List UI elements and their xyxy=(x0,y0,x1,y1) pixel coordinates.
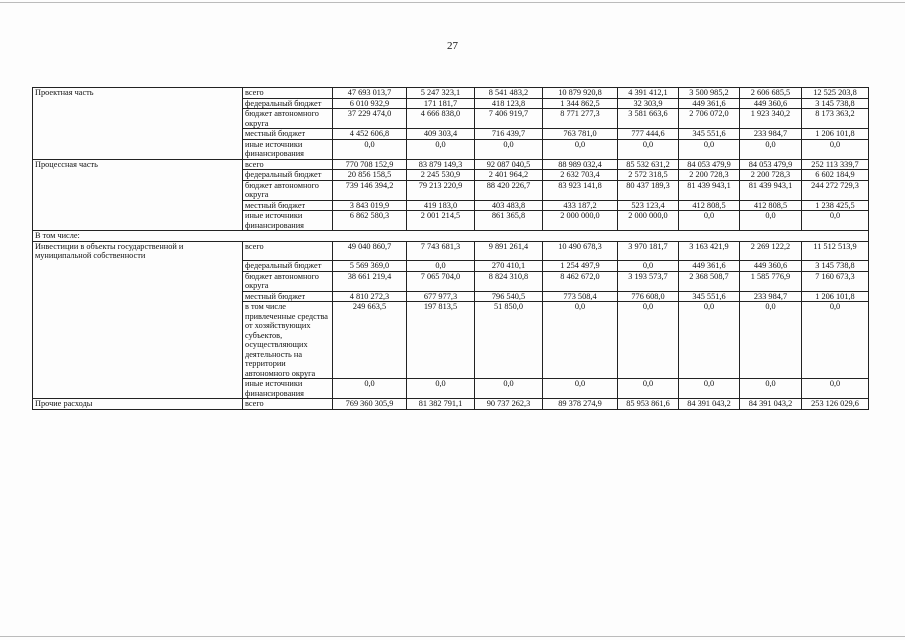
value-cell: 3 500 985,2 xyxy=(679,88,740,99)
value-cell: 89 378 274,9 xyxy=(543,399,618,410)
value-cell: 0,0 xyxy=(618,261,679,272)
value-cell: 0,0 xyxy=(679,379,740,399)
table-row xyxy=(33,159,869,170)
value-cell: 2 200 728,3 xyxy=(679,170,740,181)
value-cell: 2 606 685,5 xyxy=(740,88,802,99)
row-section: Прочие расходы xyxy=(33,399,243,410)
row-section xyxy=(33,379,243,399)
row-section: Инвестиции в объекты государственной и муниципальной собственности xyxy=(33,241,243,261)
value-cell: 0,0 xyxy=(543,302,618,379)
row-source-label: всего xyxy=(243,88,333,99)
value-cell: 10 490 678,3 xyxy=(543,241,618,261)
value-cell: 0,0 xyxy=(543,139,618,159)
value-cell: 0,0 xyxy=(802,379,869,399)
value-cell: 20 856 158,5 xyxy=(333,170,407,181)
value-cell: 5 247 323,1 xyxy=(407,88,475,99)
value-cell: 0,0 xyxy=(802,211,869,231)
value-cell: 1 254 497,9 xyxy=(543,261,618,272)
row-section xyxy=(33,200,243,211)
row-source-label: федеральный бюджет xyxy=(243,98,333,109)
value-cell: 90 737 262,3 xyxy=(475,399,543,410)
value-cell: 739 146 394,2 xyxy=(333,180,407,200)
value-cell: 9 891 261,4 xyxy=(475,241,543,261)
row-section xyxy=(33,129,243,140)
table-row xyxy=(33,200,869,211)
table-row xyxy=(33,379,869,399)
value-cell: 84 391 043,2 xyxy=(740,399,802,410)
value-cell: 1 206 101,8 xyxy=(802,291,869,302)
value-cell: 244 272 729,3 xyxy=(802,180,869,200)
value-cell: 770 708 152,9 xyxy=(333,159,407,170)
value-cell: 776 608,0 xyxy=(618,291,679,302)
value-cell: 92 087 040,5 xyxy=(475,159,543,170)
row-source-label: иные источники финансирования xyxy=(243,211,333,231)
table-row xyxy=(33,170,869,181)
value-cell: 249 663,5 xyxy=(333,302,407,379)
value-cell: 38 661 219,4 xyxy=(333,271,407,291)
value-cell: 345 551,6 xyxy=(679,291,740,302)
value-cell: 83 879 149,3 xyxy=(407,159,475,170)
value-cell: 7 406 919,7 xyxy=(475,109,543,129)
row-source-label: иные источники финансирования xyxy=(243,139,333,159)
value-cell: 0,0 xyxy=(407,379,475,399)
row-section: Проектная часть xyxy=(33,88,243,99)
value-cell: 84 391 043,2 xyxy=(679,399,740,410)
value-cell: 2 200 728,3 xyxy=(740,170,802,181)
value-cell: 6 862 580,3 xyxy=(333,211,407,231)
table-row xyxy=(33,241,869,261)
value-cell: 2 706 072,0 xyxy=(679,109,740,129)
value-cell: 419 183,0 xyxy=(407,200,475,211)
page-number: 27 xyxy=(447,40,458,52)
value-cell: 412 808,5 xyxy=(740,200,802,211)
value-cell: 233 984,7 xyxy=(740,129,802,140)
value-cell: 2 001 214,5 xyxy=(407,211,475,231)
row-section xyxy=(33,302,243,379)
value-cell: 88 989 032,4 xyxy=(543,159,618,170)
value-cell: 8 173 363,2 xyxy=(802,109,869,129)
row-source-label: всего xyxy=(243,399,333,410)
row-source-label: федеральный бюджет xyxy=(243,261,333,272)
row-section xyxy=(33,271,243,291)
value-cell: 0,0 xyxy=(618,302,679,379)
value-cell: 796 540,5 xyxy=(475,291,543,302)
row-source-label: бюджет автономного округа xyxy=(243,271,333,291)
value-cell: 84 053 479,9 xyxy=(740,159,802,170)
value-cell: 773 508,4 xyxy=(543,291,618,302)
value-cell: 88 420 226,7 xyxy=(475,180,543,200)
value-cell: 197 813,5 xyxy=(407,302,475,379)
table-row xyxy=(33,88,869,99)
table-row xyxy=(33,109,869,129)
value-cell: 523 123,4 xyxy=(618,200,679,211)
value-cell: 0,0 xyxy=(618,139,679,159)
value-cell: 4 452 606,8 xyxy=(333,129,407,140)
row-section xyxy=(33,98,243,109)
value-cell: 2 401 964,2 xyxy=(475,170,543,181)
row-section: Процессная часть xyxy=(33,159,243,170)
value-cell: 4 391 412,1 xyxy=(618,88,679,99)
value-cell: 3 970 181,7 xyxy=(618,241,679,261)
row-section xyxy=(33,109,243,129)
value-cell: 0,0 xyxy=(679,302,740,379)
row-section xyxy=(33,180,243,200)
value-cell: 49 040 860,7 xyxy=(333,241,407,261)
row-source-label: иные источники финансирования xyxy=(243,379,333,399)
value-cell: 3 145 738,8 xyxy=(802,261,869,272)
value-cell: 763 781,0 xyxy=(543,129,618,140)
value-cell: 861 365,8 xyxy=(475,211,543,231)
table-row xyxy=(33,211,869,231)
table-row xyxy=(33,302,869,379)
value-cell: 81 439 943,1 xyxy=(740,180,802,200)
row-source-label: федеральный бюджет xyxy=(243,170,333,181)
value-cell: 345 551,6 xyxy=(679,129,740,140)
row-source-label: местный бюджет xyxy=(243,129,333,140)
value-cell: 37 229 474,0 xyxy=(333,109,407,129)
value-cell: 449 360,6 xyxy=(740,261,802,272)
row-source-label: местный бюджет xyxy=(243,291,333,302)
value-cell: 6 602 184,9 xyxy=(802,170,869,181)
row-source-label: всего xyxy=(243,241,333,261)
table-row xyxy=(33,129,869,140)
value-cell: 6 010 932,9 xyxy=(333,98,407,109)
value-cell: 1 344 862,5 xyxy=(543,98,618,109)
row-section xyxy=(33,261,243,272)
value-cell: 0,0 xyxy=(333,139,407,159)
value-cell: 0,0 xyxy=(333,379,407,399)
value-cell: 2 245 530,9 xyxy=(407,170,475,181)
value-cell: 32 303,9 xyxy=(618,98,679,109)
row-source-label: бюджет автономного округа xyxy=(243,180,333,200)
value-cell: 85 532 631,2 xyxy=(618,159,679,170)
value-cell: 8 771 277,3 xyxy=(543,109,618,129)
value-cell: 10 879 920,8 xyxy=(543,88,618,99)
value-cell: 12 525 203,8 xyxy=(802,88,869,99)
value-cell: 0,0 xyxy=(618,379,679,399)
value-cell: 0,0 xyxy=(679,211,740,231)
page-edge-top xyxy=(0,2,905,3)
value-cell: 171 181,7 xyxy=(407,98,475,109)
value-cell: 1 923 340,2 xyxy=(740,109,802,129)
page-edge-bottom xyxy=(0,636,905,637)
value-cell: 777 444,6 xyxy=(618,129,679,140)
table-row xyxy=(33,139,869,159)
value-cell: 5 569 369,0 xyxy=(333,261,407,272)
value-cell: 7 160 673,3 xyxy=(802,271,869,291)
value-cell: 3 843 019,9 xyxy=(333,200,407,211)
value-cell: 449 361,6 xyxy=(679,98,740,109)
value-cell: 1 206 101,8 xyxy=(802,129,869,140)
value-cell: 2 368 508,7 xyxy=(679,271,740,291)
value-cell: 8 462 672,0 xyxy=(543,271,618,291)
value-cell: 3 145 738,8 xyxy=(802,98,869,109)
value-cell: 85 953 861,6 xyxy=(618,399,679,410)
value-cell: 0,0 xyxy=(802,302,869,379)
value-cell: 0,0 xyxy=(740,139,802,159)
value-cell: 403 483,8 xyxy=(475,200,543,211)
value-cell: 80 437 189,3 xyxy=(618,180,679,200)
value-cell: 0,0 xyxy=(407,261,475,272)
value-cell: 0,0 xyxy=(679,139,740,159)
row-source-label: бюджет автономного округа xyxy=(243,109,333,129)
value-cell: 0,0 xyxy=(475,139,543,159)
value-cell: 253 126 029,6 xyxy=(802,399,869,410)
value-cell: 7 065 704,0 xyxy=(407,271,475,291)
table-body-main xyxy=(33,88,869,231)
value-cell: 270 410,1 xyxy=(475,261,543,272)
row-section xyxy=(33,291,243,302)
row-source-label: в том числе привлеченные средства от хозяйствующих субъектов, осуществляющих деятельность на территории автономного округа xyxy=(243,302,333,379)
value-cell: 409 303,4 xyxy=(407,129,475,140)
value-cell: 449 361,6 xyxy=(679,261,740,272)
table-row xyxy=(33,261,869,272)
including-label: В том числе: xyxy=(33,231,869,242)
value-cell: 81 439 943,1 xyxy=(679,180,740,200)
value-cell: 81 382 791,1 xyxy=(407,399,475,410)
including-row-group xyxy=(33,231,869,242)
value-cell: 2 269 122,2 xyxy=(740,241,802,261)
value-cell: 677 977,3 xyxy=(407,291,475,302)
table-body-including xyxy=(33,241,869,409)
value-cell: 0,0 xyxy=(543,379,618,399)
value-cell: 3 581 663,6 xyxy=(618,109,679,129)
value-cell: 83 923 141,8 xyxy=(543,180,618,200)
value-cell: 2 000 000,0 xyxy=(618,211,679,231)
including-row xyxy=(33,231,869,242)
value-cell: 418 123,8 xyxy=(475,98,543,109)
budget-table xyxy=(32,87,869,410)
value-cell: 0,0 xyxy=(740,379,802,399)
value-cell: 0,0 xyxy=(475,379,543,399)
value-cell: 2 572 318,5 xyxy=(618,170,679,181)
table-row xyxy=(33,180,869,200)
value-cell: 2 000 000,0 xyxy=(543,211,618,231)
value-cell: 3 163 421,9 xyxy=(679,241,740,261)
value-cell: 4 810 272,3 xyxy=(333,291,407,302)
value-cell: 449 360,6 xyxy=(740,98,802,109)
value-cell: 79 213 220,9 xyxy=(407,180,475,200)
row-section xyxy=(33,139,243,159)
value-cell: 0,0 xyxy=(802,139,869,159)
value-cell: 433 187,2 xyxy=(543,200,618,211)
value-cell: 4 666 838,0 xyxy=(407,109,475,129)
row-source-label: местный бюджет xyxy=(243,200,333,211)
value-cell: 11 512 513,9 xyxy=(802,241,869,261)
value-cell: 8 824 310,8 xyxy=(475,271,543,291)
value-cell: 769 360 305,9 xyxy=(333,399,407,410)
value-cell: 47 693 013,7 xyxy=(333,88,407,99)
value-cell: 2 632 703,4 xyxy=(543,170,618,181)
value-cell: 252 113 339,7 xyxy=(802,159,869,170)
value-cell: 51 850,0 xyxy=(475,302,543,379)
row-section xyxy=(33,170,243,181)
value-cell: 0,0 xyxy=(740,211,802,231)
table-row xyxy=(33,399,869,410)
value-cell: 1 585 776,9 xyxy=(740,271,802,291)
value-cell: 716 439,7 xyxy=(475,129,543,140)
value-cell: 3 193 573,7 xyxy=(618,271,679,291)
table-row xyxy=(33,271,869,291)
value-cell: 412 808,5 xyxy=(679,200,740,211)
value-cell: 84 053 479,9 xyxy=(679,159,740,170)
row-source-label: всего xyxy=(243,159,333,170)
value-cell: 1 238 425,5 xyxy=(802,200,869,211)
value-cell: 0,0 xyxy=(407,139,475,159)
value-cell: 8 541 483,2 xyxy=(475,88,543,99)
value-cell: 0,0 xyxy=(740,302,802,379)
value-cell: 233 984,7 xyxy=(740,291,802,302)
row-section xyxy=(33,211,243,231)
table-row xyxy=(33,291,869,302)
value-cell: 7 743 681,3 xyxy=(407,241,475,261)
table-row xyxy=(33,98,869,109)
